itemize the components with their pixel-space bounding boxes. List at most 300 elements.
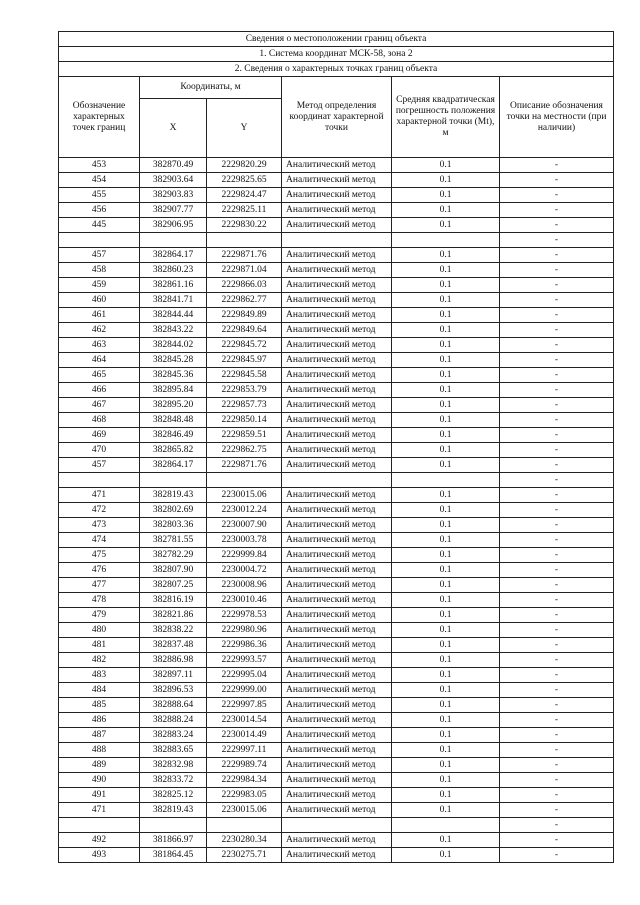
x-cell: 382886.98 bbox=[140, 653, 207, 668]
method-cell: Аналитический метод bbox=[282, 788, 392, 803]
table-row bbox=[59, 233, 614, 248]
table-row bbox=[59, 728, 614, 743]
description-cell: - bbox=[500, 653, 614, 668]
point-id-cell: 480 bbox=[59, 623, 140, 638]
y-cell: 2229871.04 bbox=[207, 263, 282, 278]
table-row bbox=[59, 533, 614, 548]
description-cell: - bbox=[500, 338, 614, 353]
y-cell: 2230014.49 bbox=[207, 728, 282, 743]
table-row bbox=[59, 638, 614, 653]
description-cell: - bbox=[500, 533, 614, 548]
y-cell: 2229825.11 bbox=[207, 203, 282, 218]
boundary-points-table bbox=[58, 31, 614, 863]
point-id-cell: 473 bbox=[59, 518, 140, 533]
x-cell bbox=[140, 233, 207, 248]
table-row bbox=[59, 413, 614, 428]
point-id-cell: 472 bbox=[59, 503, 140, 518]
y-cell: 2230014.54 bbox=[207, 713, 282, 728]
accuracy-cell bbox=[392, 233, 500, 248]
point-id-cell: 471 bbox=[59, 803, 140, 818]
point-id-cell: 470 bbox=[59, 443, 140, 458]
y-cell: 2229978.53 bbox=[207, 608, 282, 623]
y-cell: 2229997.11 bbox=[207, 743, 282, 758]
x-cell: 382848.48 bbox=[140, 413, 207, 428]
accuracy-cell: 0.1 bbox=[392, 683, 500, 698]
method-cell: Аналитический метод bbox=[282, 773, 392, 788]
accuracy-cell: 0.1 bbox=[392, 488, 500, 503]
description-cell: - bbox=[500, 638, 614, 653]
description-cell: - bbox=[500, 458, 614, 473]
description-cell: - bbox=[500, 368, 614, 383]
y-cell: 2229999.00 bbox=[207, 683, 282, 698]
table-row bbox=[59, 158, 614, 173]
y-cell: 2229983.05 bbox=[207, 788, 282, 803]
point-id-cell: 461 bbox=[59, 308, 140, 323]
point-id-cell: 456 bbox=[59, 203, 140, 218]
table-row bbox=[59, 683, 614, 698]
table-row bbox=[59, 248, 614, 263]
point-id-cell: 488 bbox=[59, 743, 140, 758]
table-row bbox=[59, 383, 614, 398]
method-cell: Аналитический метод bbox=[282, 548, 392, 563]
y-cell bbox=[207, 233, 282, 248]
accuracy-cell: 0.1 bbox=[392, 308, 500, 323]
table-row bbox=[59, 668, 614, 683]
table-row bbox=[59, 788, 614, 803]
x-cell: 382845.36 bbox=[140, 368, 207, 383]
table-row bbox=[59, 743, 614, 758]
x-cell: 382807.90 bbox=[140, 563, 207, 578]
point-id-cell: 468 bbox=[59, 413, 140, 428]
method-cell: Аналитический метод bbox=[282, 338, 392, 353]
y-cell: 2229862.75 bbox=[207, 443, 282, 458]
header-y: Y bbox=[207, 99, 282, 158]
accuracy-cell: 0.1 bbox=[392, 743, 500, 758]
accuracy-cell: 0.1 bbox=[392, 788, 500, 803]
method-cell: Аналитический метод bbox=[282, 743, 392, 758]
x-cell: 382782.29 bbox=[140, 548, 207, 563]
accuracy-cell: 0.1 bbox=[392, 668, 500, 683]
y-cell: 2229845.72 bbox=[207, 338, 282, 353]
point-id-cell bbox=[59, 473, 140, 488]
description-cell: - bbox=[500, 818, 614, 833]
accuracy-cell: 0.1 bbox=[392, 593, 500, 608]
accuracy-cell: 0.1 bbox=[392, 413, 500, 428]
table-row bbox=[59, 713, 614, 728]
description-cell: - bbox=[500, 383, 614, 398]
table-row bbox=[59, 833, 614, 848]
method-cell: Аналитический метод bbox=[282, 308, 392, 323]
table-title: Сведения о местоположении границ объекта bbox=[59, 32, 614, 47]
method-cell: Аналитический метод bbox=[282, 728, 392, 743]
table-row bbox=[59, 368, 614, 383]
description-cell: - bbox=[500, 773, 614, 788]
point-id-cell: 492 bbox=[59, 833, 140, 848]
y-cell: 2229849.64 bbox=[207, 323, 282, 338]
x-cell: 382903.64 bbox=[140, 173, 207, 188]
description-cell: - bbox=[500, 728, 614, 743]
method-cell: Аналитический метод bbox=[282, 458, 392, 473]
description-cell: - bbox=[500, 293, 614, 308]
y-cell: 2229999.84 bbox=[207, 548, 282, 563]
point-id-cell: 469 bbox=[59, 428, 140, 443]
description-cell: - bbox=[500, 833, 614, 848]
x-cell: 382803.36 bbox=[140, 518, 207, 533]
point-id-cell: 465 bbox=[59, 368, 140, 383]
table-row bbox=[59, 323, 614, 338]
point-id-cell: 459 bbox=[59, 278, 140, 293]
point-id-cell: 458 bbox=[59, 263, 140, 278]
description-cell: - bbox=[500, 788, 614, 803]
table-row bbox=[59, 278, 614, 293]
x-cell: 382843.22 bbox=[140, 323, 207, 338]
x-cell bbox=[140, 473, 207, 488]
point-id-cell: 476 bbox=[59, 563, 140, 578]
header-method: Метод определения координат характерной точки bbox=[282, 77, 392, 158]
points-section-title: 2. Сведения о характерных точках границ объекта bbox=[59, 62, 614, 77]
point-id-cell bbox=[59, 818, 140, 833]
x-cell: 382832.98 bbox=[140, 758, 207, 773]
point-id-cell: 477 bbox=[59, 578, 140, 593]
x-cell: 381866.97 bbox=[140, 833, 207, 848]
table-row bbox=[59, 503, 614, 518]
x-cell: 382860.23 bbox=[140, 263, 207, 278]
method-cell bbox=[282, 233, 392, 248]
x-cell bbox=[140, 818, 207, 833]
point-id-cell: 490 bbox=[59, 773, 140, 788]
method-cell: Аналитический метод bbox=[282, 578, 392, 593]
method-cell: Аналитический метод bbox=[282, 263, 392, 278]
description-cell: - bbox=[500, 848, 614, 863]
method-cell: Аналитический метод bbox=[282, 368, 392, 383]
table-row bbox=[59, 353, 614, 368]
table-body bbox=[59, 158, 614, 863]
x-cell: 382903.83 bbox=[140, 188, 207, 203]
table-row bbox=[59, 308, 614, 323]
accuracy-cell: 0.1 bbox=[392, 353, 500, 368]
point-id-cell: 483 bbox=[59, 668, 140, 683]
accuracy-cell: 0.1 bbox=[392, 623, 500, 638]
accuracy-cell: 0.1 bbox=[392, 203, 500, 218]
point-id-cell: 486 bbox=[59, 713, 140, 728]
x-cell: 382838.22 bbox=[140, 623, 207, 638]
table-row bbox=[59, 338, 614, 353]
x-cell: 382807.25 bbox=[140, 578, 207, 593]
y-cell: 2230015.06 bbox=[207, 803, 282, 818]
description-cell: - bbox=[500, 278, 614, 293]
y-cell: 2229993.57 bbox=[207, 653, 282, 668]
point-id-cell: 454 bbox=[59, 173, 140, 188]
method-cell: Аналитический метод bbox=[282, 803, 392, 818]
description-cell: - bbox=[500, 203, 614, 218]
description-cell: - bbox=[500, 683, 614, 698]
y-cell: 2230008.96 bbox=[207, 578, 282, 593]
table-row bbox=[59, 473, 614, 488]
y-cell: 2230015.06 bbox=[207, 488, 282, 503]
y-cell: 2229859.51 bbox=[207, 428, 282, 443]
x-cell: 382846.49 bbox=[140, 428, 207, 443]
description-cell: - bbox=[500, 743, 614, 758]
accuracy-cell: 0.1 bbox=[392, 848, 500, 863]
x-cell: 382896.53 bbox=[140, 683, 207, 698]
description-cell: - bbox=[500, 593, 614, 608]
y-cell: 2229866.03 bbox=[207, 278, 282, 293]
description-cell: - bbox=[500, 413, 614, 428]
point-id-cell: 474 bbox=[59, 533, 140, 548]
method-cell: Аналитический метод bbox=[282, 518, 392, 533]
y-cell: 2229871.76 bbox=[207, 248, 282, 263]
y-cell: 2229850.14 bbox=[207, 413, 282, 428]
y-cell: 2229995.04 bbox=[207, 668, 282, 683]
table-row bbox=[59, 848, 614, 863]
accuracy-cell: 0.1 bbox=[392, 188, 500, 203]
y-cell: 2229845.97 bbox=[207, 353, 282, 368]
method-cell: Аналитический метод bbox=[282, 713, 392, 728]
y-cell: 2229997.85 bbox=[207, 698, 282, 713]
table-row bbox=[59, 188, 614, 203]
method-cell: Аналитический метод bbox=[282, 848, 392, 863]
description-cell: - bbox=[500, 428, 614, 443]
table-row bbox=[59, 428, 614, 443]
accuracy-cell: 0.1 bbox=[392, 293, 500, 308]
method-cell: Аналитический метод bbox=[282, 383, 392, 398]
x-cell: 382906.95 bbox=[140, 218, 207, 233]
accuracy-cell: 0.1 bbox=[392, 428, 500, 443]
y-cell: 2230004.72 bbox=[207, 563, 282, 578]
accuracy-cell: 0.1 bbox=[392, 248, 500, 263]
method-cell: Аналитический метод bbox=[282, 668, 392, 683]
table-row bbox=[59, 653, 614, 668]
table-row bbox=[59, 623, 614, 638]
description-cell: - bbox=[500, 698, 614, 713]
x-cell: 382802.69 bbox=[140, 503, 207, 518]
y-cell: 2229830.22 bbox=[207, 218, 282, 233]
point-id-cell: 466 bbox=[59, 383, 140, 398]
description-cell: - bbox=[500, 623, 614, 638]
description-cell: - bbox=[500, 563, 614, 578]
description-cell: - bbox=[500, 578, 614, 593]
point-id-cell: 460 bbox=[59, 293, 140, 308]
y-cell: 2230280.34 bbox=[207, 833, 282, 848]
accuracy-cell: 0.1 bbox=[392, 443, 500, 458]
x-cell: 382781.55 bbox=[140, 533, 207, 548]
x-cell: 382821.86 bbox=[140, 608, 207, 623]
table-row bbox=[59, 458, 614, 473]
accuracy-cell: 0.1 bbox=[392, 548, 500, 563]
description-cell: - bbox=[500, 803, 614, 818]
description-cell: - bbox=[500, 608, 614, 623]
method-cell: Аналитический метод bbox=[282, 323, 392, 338]
y-cell: 2230012.24 bbox=[207, 503, 282, 518]
coordinate-system: 1. Система координат МСК-58, зона 2 bbox=[59, 47, 614, 62]
x-cell: 382895.20 bbox=[140, 398, 207, 413]
x-cell: 382844.02 bbox=[140, 338, 207, 353]
description-cell: - bbox=[500, 218, 614, 233]
accuracy-cell: 0.1 bbox=[392, 338, 500, 353]
y-cell: 2230275.71 bbox=[207, 848, 282, 863]
y-cell: 2229862.77 bbox=[207, 293, 282, 308]
x-cell: 382837.48 bbox=[140, 638, 207, 653]
y-cell: 2230007.90 bbox=[207, 518, 282, 533]
table-row bbox=[59, 608, 614, 623]
method-cell: Аналитический метод bbox=[282, 158, 392, 173]
point-id-cell: 491 bbox=[59, 788, 140, 803]
accuracy-cell: 0.1 bbox=[392, 323, 500, 338]
point-id-cell: 457 bbox=[59, 248, 140, 263]
description-cell: - bbox=[500, 443, 614, 458]
table-row bbox=[59, 593, 614, 608]
x-cell: 382845.28 bbox=[140, 353, 207, 368]
y-cell: 2229849.89 bbox=[207, 308, 282, 323]
point-id-cell: 493 bbox=[59, 848, 140, 863]
x-cell: 382819.43 bbox=[140, 803, 207, 818]
description-cell: - bbox=[500, 488, 614, 503]
x-cell: 382844.44 bbox=[140, 308, 207, 323]
description-cell: - bbox=[500, 308, 614, 323]
description-cell: - bbox=[500, 188, 614, 203]
accuracy-cell: 0.1 bbox=[392, 278, 500, 293]
description-cell: - bbox=[500, 548, 614, 563]
method-cell: Аналитический метод bbox=[282, 413, 392, 428]
method-cell: Аналитический метод bbox=[282, 638, 392, 653]
header-x: X bbox=[140, 99, 207, 158]
table-row bbox=[59, 758, 614, 773]
method-cell: Аналитический метод bbox=[282, 293, 392, 308]
x-cell: 382888.24 bbox=[140, 713, 207, 728]
accuracy-cell: 0.1 bbox=[392, 713, 500, 728]
accuracy-cell: 0.1 bbox=[392, 518, 500, 533]
point-id-cell: 482 bbox=[59, 653, 140, 668]
accuracy-cell: 0.1 bbox=[392, 263, 500, 278]
accuracy-cell: 0.1 bbox=[392, 503, 500, 518]
accuracy-cell: 0.1 bbox=[392, 803, 500, 818]
y-cell: 2229989.74 bbox=[207, 758, 282, 773]
accuracy-cell: 0.1 bbox=[392, 218, 500, 233]
method-cell: Аналитический метод bbox=[282, 758, 392, 773]
y-cell: 2230003.78 bbox=[207, 533, 282, 548]
point-id-cell: 462 bbox=[59, 323, 140, 338]
point-id-cell: 489 bbox=[59, 758, 140, 773]
x-cell: 382833.72 bbox=[140, 773, 207, 788]
description-cell: - bbox=[500, 233, 614, 248]
point-id-cell bbox=[59, 233, 140, 248]
point-id-cell: 453 bbox=[59, 158, 140, 173]
table-row bbox=[59, 773, 614, 788]
point-id-cell: 478 bbox=[59, 593, 140, 608]
accuracy-cell: 0.1 bbox=[392, 638, 500, 653]
description-cell: - bbox=[500, 758, 614, 773]
description-cell: - bbox=[500, 323, 614, 338]
table-row bbox=[59, 518, 614, 533]
table-row bbox=[59, 563, 614, 578]
table-row bbox=[59, 818, 614, 833]
accuracy-cell: 0.1 bbox=[392, 458, 500, 473]
table-row bbox=[59, 803, 614, 818]
x-cell: 382825.12 bbox=[140, 788, 207, 803]
x-cell: 382816.19 bbox=[140, 593, 207, 608]
table-row bbox=[59, 548, 614, 563]
description-cell: - bbox=[500, 173, 614, 188]
y-cell: 2229984.34 bbox=[207, 773, 282, 788]
accuracy-cell: 0.1 bbox=[392, 698, 500, 713]
y-cell bbox=[207, 473, 282, 488]
x-cell: 382865.82 bbox=[140, 443, 207, 458]
accuracy-cell: 0.1 bbox=[392, 533, 500, 548]
y-cell: 2229857.73 bbox=[207, 398, 282, 413]
accuracy-cell: 0.1 bbox=[392, 383, 500, 398]
accuracy-cell: 0.1 bbox=[392, 833, 500, 848]
accuracy-cell: 0.1 bbox=[392, 653, 500, 668]
description-cell: - bbox=[500, 713, 614, 728]
accuracy-cell: 0.1 bbox=[392, 368, 500, 383]
table-row bbox=[59, 173, 614, 188]
y-cell: 2230010.46 bbox=[207, 593, 282, 608]
accuracy-cell: 0.1 bbox=[392, 398, 500, 413]
table-row bbox=[59, 443, 614, 458]
method-cell: Аналитический метод bbox=[282, 248, 392, 263]
x-cell: 382819.43 bbox=[140, 488, 207, 503]
y-cell: 2229825.65 bbox=[207, 173, 282, 188]
point-id-cell: 467 bbox=[59, 398, 140, 413]
point-id-cell: 475 bbox=[59, 548, 140, 563]
table-row bbox=[59, 263, 614, 278]
point-id-cell: 485 bbox=[59, 698, 140, 713]
x-cell: 382864.17 bbox=[140, 248, 207, 263]
method-cell: Аналитический метод bbox=[282, 608, 392, 623]
table-row bbox=[59, 218, 614, 233]
description-cell: - bbox=[500, 263, 614, 278]
method-cell: Аналитический метод bbox=[282, 503, 392, 518]
accuracy-cell: 0.1 bbox=[392, 173, 500, 188]
y-cell: 2229853.79 bbox=[207, 383, 282, 398]
method-cell: Аналитический метод bbox=[282, 593, 392, 608]
accuracy-cell: 0.1 bbox=[392, 608, 500, 623]
method-cell: Аналитический метод bbox=[282, 698, 392, 713]
accuracy-cell bbox=[392, 818, 500, 833]
header-accuracy: Средняя квадратическая погрешность положения характерной точки (Mt), м bbox=[392, 77, 500, 158]
point-id-cell: 481 bbox=[59, 638, 140, 653]
table-row bbox=[59, 398, 614, 413]
method-cell: Аналитический метод bbox=[282, 203, 392, 218]
x-cell: 382888.64 bbox=[140, 698, 207, 713]
accuracy-cell bbox=[392, 473, 500, 488]
description-cell: - bbox=[500, 248, 614, 263]
y-cell: 2229845.58 bbox=[207, 368, 282, 383]
y-cell: 2229820.29 bbox=[207, 158, 282, 173]
method-cell bbox=[282, 473, 392, 488]
y-cell: 2229986.36 bbox=[207, 638, 282, 653]
point-id-cell: 455 bbox=[59, 188, 140, 203]
method-cell: Аналитический метод bbox=[282, 563, 392, 578]
method-cell: Аналитический метод bbox=[282, 833, 392, 848]
table-row bbox=[59, 578, 614, 593]
point-id-cell: 457 bbox=[59, 458, 140, 473]
point-id-cell: 479 bbox=[59, 608, 140, 623]
point-id-cell: 463 bbox=[59, 338, 140, 353]
description-cell: - bbox=[500, 503, 614, 518]
method-cell: Аналитический метод bbox=[282, 173, 392, 188]
table-row bbox=[59, 293, 614, 308]
table-row bbox=[59, 698, 614, 713]
accuracy-cell: 0.1 bbox=[392, 563, 500, 578]
method-cell: Аналитический метод bbox=[282, 443, 392, 458]
method-cell: Аналитический метод bbox=[282, 218, 392, 233]
accuracy-cell: 0.1 bbox=[392, 728, 500, 743]
x-cell: 382907.77 bbox=[140, 203, 207, 218]
x-cell: 382864.17 bbox=[140, 458, 207, 473]
point-id-cell: 471 bbox=[59, 488, 140, 503]
table-row bbox=[59, 488, 614, 503]
